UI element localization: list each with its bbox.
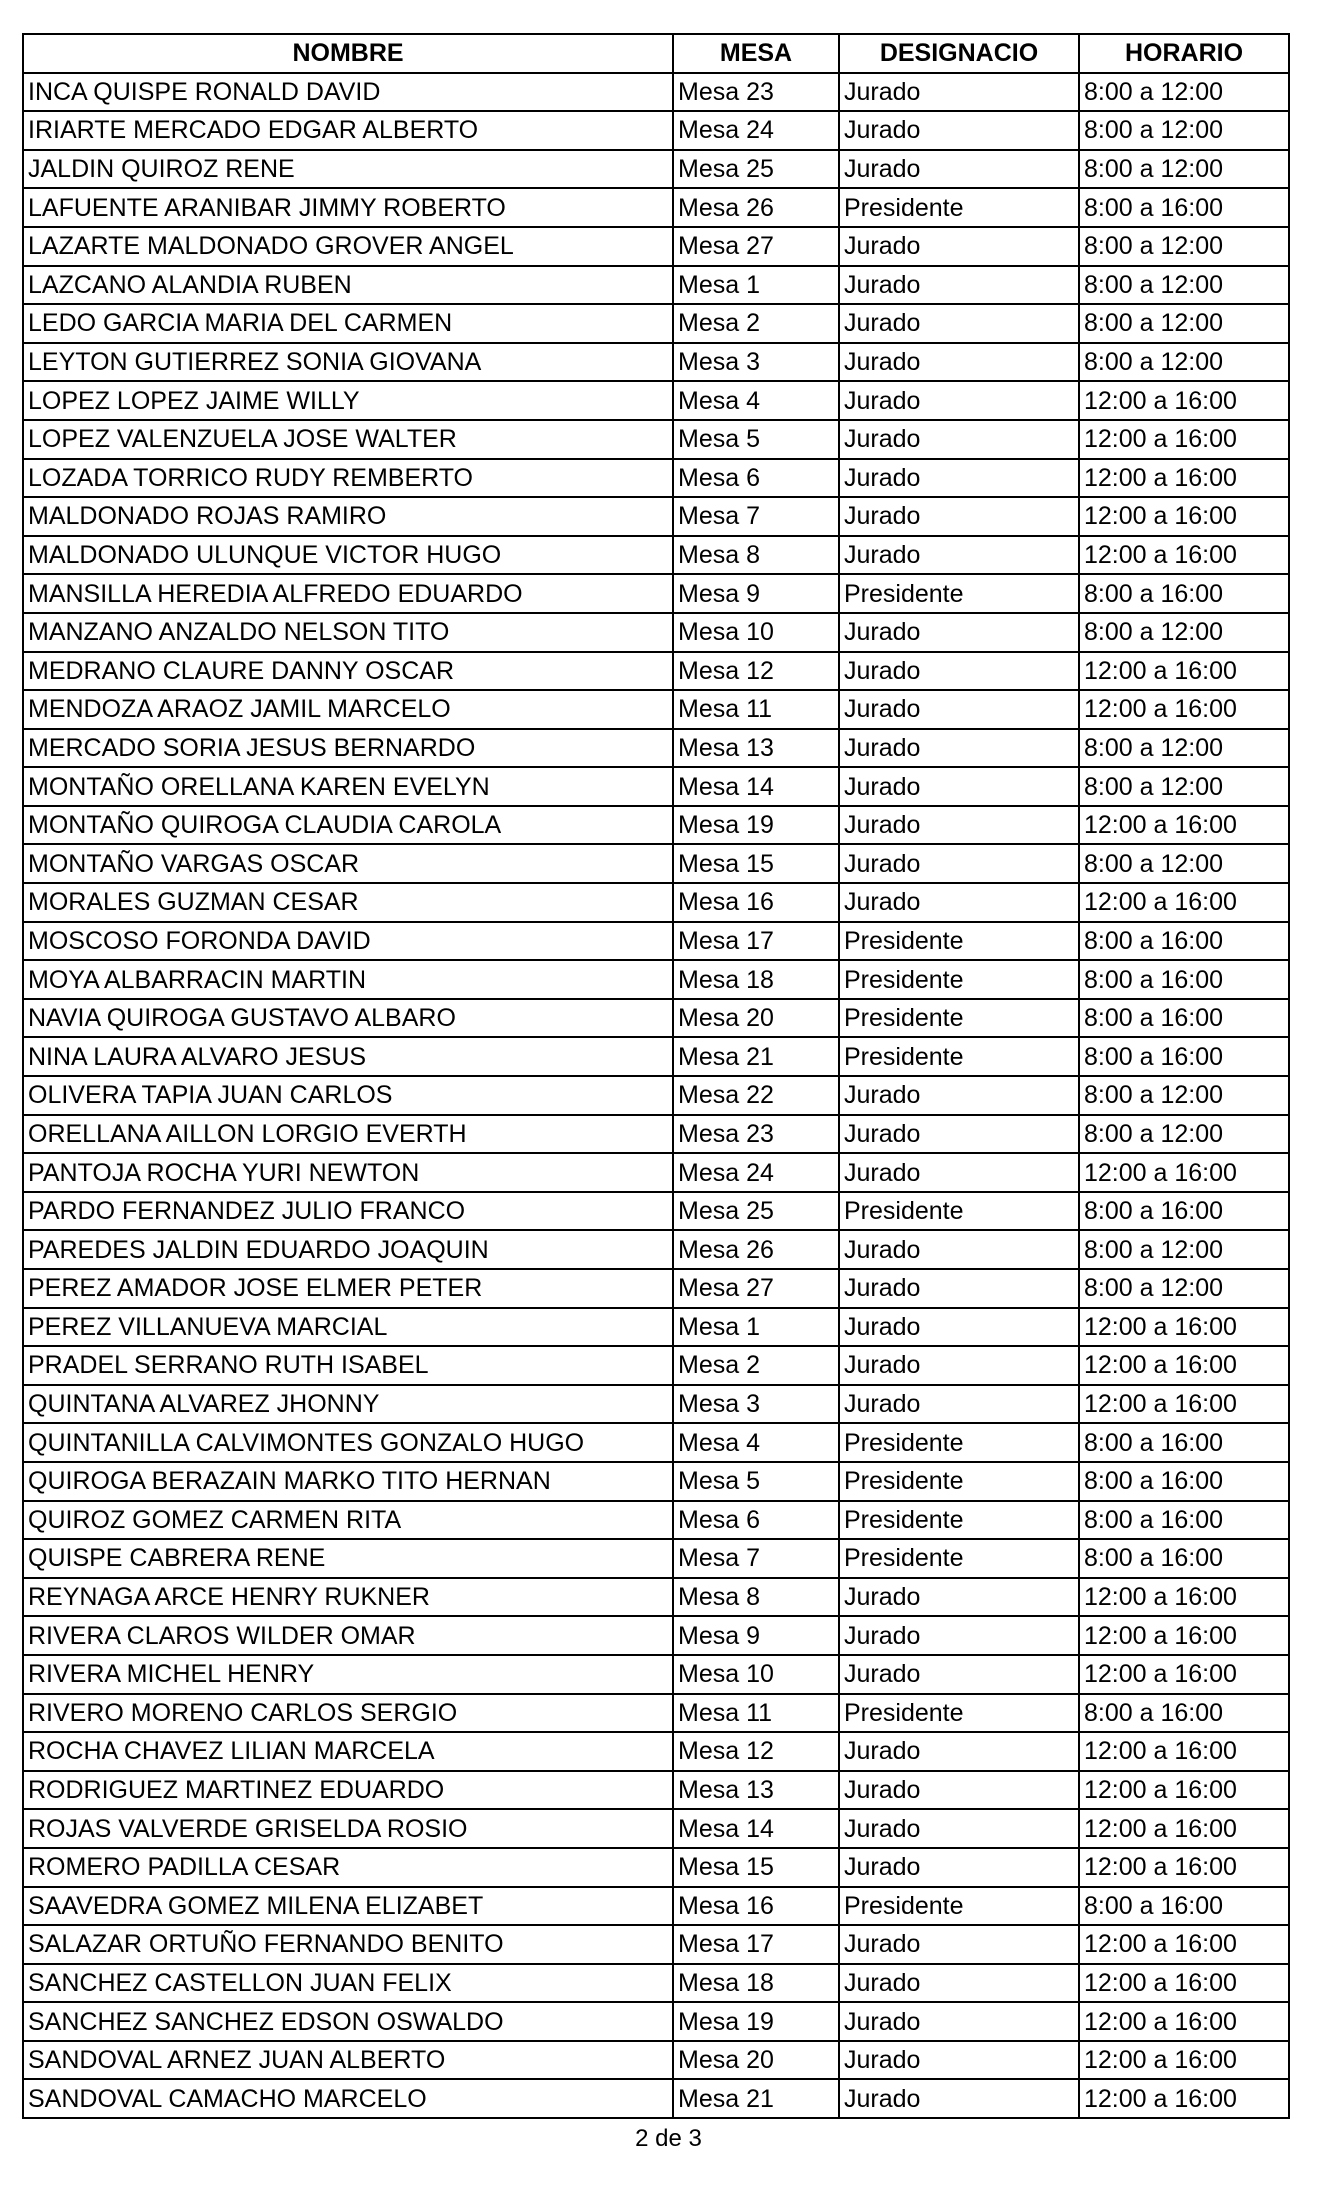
table-row	[23, 1616, 1289, 1655]
cell-mesa: Mesa 19	[673, 806, 839, 845]
cell-designacion: Presidente	[839, 1887, 1079, 1926]
cell-mesa: Mesa 18	[673, 1964, 839, 2003]
table-row	[23, 1115, 1289, 1154]
cell-mesa: Mesa 2	[673, 1346, 839, 1385]
cell-mesa: Mesa 13	[673, 729, 839, 768]
cell-mesa: Mesa 24	[673, 111, 839, 150]
cell-horario: 8:00 a 12:00	[1079, 1076, 1289, 1115]
cell-nombre: MALDONADO ULUNQUE VICTOR HUGO	[23, 536, 673, 575]
table-row	[23, 536, 1289, 575]
cell-nombre: RIVERA MICHEL HENRY	[23, 1655, 673, 1694]
cell-nombre: LAFUENTE ARANIBAR JIMMY ROBERTO	[23, 188, 673, 227]
cell-designacion: Presidente	[839, 1192, 1079, 1231]
cell-mesa: Mesa 5	[673, 420, 839, 459]
cell-designacion: Jurado	[839, 459, 1079, 498]
cell-designacion: Jurado	[839, 767, 1079, 806]
cell-nombre: MALDONADO ROJAS RAMIRO	[23, 497, 673, 536]
cell-nombre: SANDOVAL CAMACHO MARCELO	[23, 2079, 673, 2118]
cell-nombre: SANDOVAL ARNEZ JUAN ALBERTO	[23, 2041, 673, 2080]
table-row	[23, 1308, 1289, 1347]
cell-nombre: LEDO GARCIA MARIA DEL CARMEN	[23, 304, 673, 343]
cell-designacion: Jurado	[839, 227, 1079, 266]
cell-designacion: Jurado	[839, 150, 1079, 189]
table-row	[23, 1501, 1289, 1540]
cell-mesa: Mesa 20	[673, 2041, 839, 2080]
roster-table	[22, 33, 1290, 2119]
table-row	[23, 2079, 1289, 2118]
table-row	[23, 844, 1289, 883]
cell-mesa: Mesa 15	[673, 844, 839, 883]
cell-horario: 8:00 a 12:00	[1079, 1115, 1289, 1154]
cell-mesa: Mesa 16	[673, 883, 839, 922]
cell-horario: 8:00 a 16:00	[1079, 1887, 1289, 1926]
cell-designacion: Jurado	[839, 381, 1079, 420]
cell-horario: 8:00 a 16:00	[1079, 1037, 1289, 1076]
cell-designacion: Jurado	[839, 2002, 1079, 2041]
cell-designacion: Presidente	[839, 999, 1079, 1038]
table-row	[23, 922, 1289, 961]
header-nombre: NOMBRE	[23, 34, 673, 73]
cell-nombre: LOPEZ LOPEZ JAIME WILLY	[23, 381, 673, 420]
cell-designacion: Jurado	[839, 1578, 1079, 1617]
cell-mesa: Mesa 3	[673, 343, 839, 382]
table-row	[23, 999, 1289, 1038]
cell-mesa: Mesa 10	[673, 1655, 839, 1694]
header-row	[23, 34, 1289, 73]
cell-horario: 8:00 a 12:00	[1079, 304, 1289, 343]
cell-mesa: Mesa 12	[673, 652, 839, 691]
cell-nombre: MONTAÑO ORELLANA KAREN EVELYN	[23, 767, 673, 806]
table-row	[23, 690, 1289, 729]
table-row	[23, 1925, 1289, 1964]
cell-horario: 12:00 a 16:00	[1079, 420, 1289, 459]
cell-mesa: Mesa 8	[673, 536, 839, 575]
cell-mesa: Mesa 17	[673, 1925, 839, 1964]
cell-designacion: Jurado	[839, 1346, 1079, 1385]
cell-mesa: Mesa 14	[673, 767, 839, 806]
table-row	[23, 1423, 1289, 1462]
table-row	[23, 304, 1289, 343]
cell-nombre: INCA QUISPE RONALD DAVID	[23, 73, 673, 112]
cell-designacion: Presidente	[839, 574, 1079, 613]
cell-nombre: ROJAS VALVERDE GRISELDA ROSIO	[23, 1809, 673, 1848]
cell-nombre: RIVERA CLAROS WILDER OMAR	[23, 1616, 673, 1655]
cell-designacion: Jurado	[839, 2079, 1079, 2118]
cell-mesa: Mesa 11	[673, 690, 839, 729]
cell-mesa: Mesa 10	[673, 613, 839, 652]
cell-mesa: Mesa 9	[673, 1616, 839, 1655]
cell-nombre: LEYTON GUTIERREZ SONIA GIOVANA	[23, 343, 673, 382]
cell-mesa: Mesa 26	[673, 188, 839, 227]
cell-nombre: MONTAÑO QUIROGA CLAUDIA CAROLA	[23, 806, 673, 845]
cell-horario: 12:00 a 16:00	[1079, 1732, 1289, 1771]
table-row	[23, 111, 1289, 150]
cell-horario: 8:00 a 12:00	[1079, 266, 1289, 305]
cell-mesa: Mesa 4	[673, 1423, 839, 1462]
cell-designacion: Jurado	[839, 1809, 1079, 1848]
cell-horario: 12:00 a 16:00	[1079, 1346, 1289, 1385]
table-row	[23, 1385, 1289, 1424]
table-row	[23, 2002, 1289, 2041]
cell-nombre: JALDIN QUIROZ RENE	[23, 150, 673, 189]
table-row	[23, 1964, 1289, 2003]
cell-nombre: MONTAÑO VARGAS OSCAR	[23, 844, 673, 883]
cell-horario: 8:00 a 16:00	[1079, 960, 1289, 999]
cell-designacion: Jurado	[839, 729, 1079, 768]
cell-horario: 8:00 a 12:00	[1079, 343, 1289, 382]
cell-designacion: Jurado	[839, 1230, 1079, 1269]
cell-horario: 8:00 a 16:00	[1079, 574, 1289, 613]
table-row	[23, 613, 1289, 652]
cell-designacion: Jurado	[839, 1655, 1079, 1694]
cell-nombre: MENDOZA ARAOZ JAMIL MARCELO	[23, 690, 673, 729]
page-number: 2 de 3	[635, 2125, 702, 2152]
table-row	[23, 883, 1289, 922]
header-mesa: MESA	[673, 34, 839, 73]
table-row	[23, 1887, 1289, 1926]
cell-horario: 12:00 a 16:00	[1079, 2079, 1289, 2118]
cell-nombre: QUIROZ GOMEZ CARMEN RITA	[23, 1501, 673, 1540]
table-row	[23, 1192, 1289, 1231]
cell-mesa: Mesa 12	[673, 1732, 839, 1771]
table-row	[23, 1848, 1289, 1887]
cell-horario: 12:00 a 16:00	[1079, 1385, 1289, 1424]
cell-horario: 12:00 a 16:00	[1079, 1578, 1289, 1617]
table-row	[23, 1076, 1289, 1115]
cell-nombre: REYNAGA ARCE HENRY RUKNER	[23, 1578, 673, 1617]
cell-horario: 12:00 a 16:00	[1079, 1616, 1289, 1655]
cell-designacion: Jurado	[839, 2041, 1079, 2080]
cell-nombre: IRIARTE MERCADO EDGAR ALBERTO	[23, 111, 673, 150]
cell-horario: 8:00 a 12:00	[1079, 729, 1289, 768]
cell-designacion: Presidente	[839, 1423, 1079, 1462]
cell-designacion: Jurado	[839, 1076, 1079, 1115]
cell-horario: 12:00 a 16:00	[1079, 1308, 1289, 1347]
table-row	[23, 1694, 1289, 1733]
cell-designacion: Jurado	[839, 343, 1079, 382]
cell-horario: 12:00 a 16:00	[1079, 883, 1289, 922]
cell-mesa: Mesa 26	[673, 1230, 839, 1269]
cell-designacion: Jurado	[839, 497, 1079, 536]
cell-designacion: Jurado	[839, 73, 1079, 112]
cell-mesa: Mesa 17	[673, 922, 839, 961]
cell-designacion: Presidente	[839, 188, 1079, 227]
cell-nombre: OLIVERA TAPIA JUAN CARLOS	[23, 1076, 673, 1115]
cell-horario: 8:00 a 16:00	[1079, 1462, 1289, 1501]
cell-designacion: Jurado	[839, 1771, 1079, 1810]
cell-designacion: Jurado	[839, 1269, 1079, 1308]
cell-designacion: Jurado	[839, 1153, 1079, 1192]
table-row	[23, 1578, 1289, 1617]
table-row	[23, 1153, 1289, 1192]
cell-designacion: Presidente	[839, 1694, 1079, 1733]
table-row	[23, 497, 1289, 536]
cell-horario: 12:00 a 16:00	[1079, 1964, 1289, 2003]
cell-nombre: RIVERO MORENO CARLOS SERGIO	[23, 1694, 673, 1733]
table-row	[23, 806, 1289, 845]
cell-nombre: MERCADO SORIA JESUS BERNARDO	[23, 729, 673, 768]
table-row	[23, 1037, 1289, 1076]
cell-nombre: QUINTANA ALVAREZ JHONNY	[23, 1385, 673, 1424]
table-row	[23, 1771, 1289, 1810]
cell-nombre: QUINTANILLA CALVIMONTES GONZALO HUGO	[23, 1423, 673, 1462]
cell-horario: 8:00 a 16:00	[1079, 999, 1289, 1038]
cell-horario: 12:00 a 16:00	[1079, 1809, 1289, 1848]
cell-nombre: SAAVEDRA GOMEZ MILENA ELIZABET	[23, 1887, 673, 1926]
cell-nombre: PARDO FERNANDEZ JULIO FRANCO	[23, 1192, 673, 1231]
cell-mesa: Mesa 25	[673, 150, 839, 189]
table-row	[23, 420, 1289, 459]
cell-mesa: Mesa 1	[673, 1308, 839, 1347]
cell-mesa: Mesa 21	[673, 1037, 839, 1076]
table-row	[23, 1230, 1289, 1269]
table-body	[23, 73, 1289, 2118]
cell-designacion: Jurado	[839, 1964, 1079, 2003]
cell-mesa: Mesa 25	[673, 1192, 839, 1231]
table-row	[23, 266, 1289, 305]
header-horario: HORARIO	[1079, 34, 1289, 73]
cell-designacion: Jurado	[839, 111, 1079, 150]
cell-horario: 8:00 a 12:00	[1079, 227, 1289, 266]
cell-horario: 12:00 a 16:00	[1079, 536, 1289, 575]
cell-designacion: Jurado	[839, 613, 1079, 652]
cell-horario: 8:00 a 16:00	[1079, 1192, 1289, 1231]
cell-mesa: Mesa 27	[673, 1269, 839, 1308]
cell-mesa: Mesa 18	[673, 960, 839, 999]
cell-designacion: Jurado	[839, 844, 1079, 883]
cell-mesa: Mesa 7	[673, 1539, 839, 1578]
cell-horario: 8:00 a 12:00	[1079, 767, 1289, 806]
cell-horario: 12:00 a 16:00	[1079, 806, 1289, 845]
table-row	[23, 150, 1289, 189]
cell-mesa: Mesa 5	[673, 1462, 839, 1501]
table-row	[23, 1732, 1289, 1771]
cell-mesa: Mesa 24	[673, 1153, 839, 1192]
table-row	[23, 1462, 1289, 1501]
table-row	[23, 1346, 1289, 1385]
cell-mesa: Mesa 15	[673, 1848, 839, 1887]
cell-nombre: LOZADA TORRICO RUDY REMBERTO	[23, 459, 673, 498]
table-row	[23, 227, 1289, 266]
cell-horario: 12:00 a 16:00	[1079, 1655, 1289, 1694]
cell-horario: 8:00 a 16:00	[1079, 188, 1289, 227]
cell-nombre: MOYA ALBARRACIN MARTIN	[23, 960, 673, 999]
table-row	[23, 73, 1289, 112]
cell-mesa: Mesa 23	[673, 1115, 839, 1154]
table-row	[23, 1809, 1289, 1848]
cell-mesa: Mesa 23	[673, 73, 839, 112]
cell-designacion: Jurado	[839, 1848, 1079, 1887]
cell-mesa: Mesa 8	[673, 1578, 839, 1617]
table-row	[23, 729, 1289, 768]
table-row	[23, 343, 1289, 382]
cell-nombre: LOPEZ VALENZUELA JOSE WALTER	[23, 420, 673, 459]
cell-horario: 12:00 a 16:00	[1079, 690, 1289, 729]
cell-mesa: Mesa 4	[673, 381, 839, 420]
table-row	[23, 652, 1289, 691]
cell-nombre: QUISPE CABRERA RENE	[23, 1539, 673, 1578]
cell-nombre: RODRIGUEZ MARTINEZ EDUARDO	[23, 1771, 673, 1810]
cell-horario: 8:00 a 12:00	[1079, 73, 1289, 112]
cell-designacion: Jurado	[839, 420, 1079, 459]
cell-nombre: MEDRANO CLAURE DANNY OSCAR	[23, 652, 673, 691]
cell-horario: 8:00 a 16:00	[1079, 1423, 1289, 1462]
cell-mesa: Mesa 1	[673, 266, 839, 305]
cell-mesa: Mesa 9	[673, 574, 839, 613]
cell-horario: 8:00 a 16:00	[1079, 922, 1289, 961]
table-row	[23, 574, 1289, 613]
cell-mesa: Mesa 6	[673, 459, 839, 498]
cell-nombre: PRADEL SERRANO RUTH ISABEL	[23, 1346, 673, 1385]
cell-horario: 8:00 a 16:00	[1079, 1501, 1289, 1540]
table-row	[23, 459, 1289, 498]
cell-designacion: Jurado	[839, 266, 1079, 305]
cell-nombre: ROCHA CHAVEZ LILIAN MARCELA	[23, 1732, 673, 1771]
cell-mesa: Mesa 6	[673, 1501, 839, 1540]
cell-mesa: Mesa 22	[673, 1076, 839, 1115]
cell-nombre: LAZARTE MALDONADO GROVER ANGEL	[23, 227, 673, 266]
table-row	[23, 767, 1289, 806]
cell-horario: 12:00 a 16:00	[1079, 652, 1289, 691]
cell-horario: 12:00 a 16:00	[1079, 497, 1289, 536]
cell-nombre: QUIROGA BERAZAIN MARKO TITO HERNAN	[23, 1462, 673, 1501]
cell-nombre: MORALES GUZMAN CESAR	[23, 883, 673, 922]
cell-nombre: NINA LAURA ALVARO JESUS	[23, 1037, 673, 1076]
cell-nombre: NAVIA QUIROGA GUSTAVO ALBARO	[23, 999, 673, 1038]
cell-horario: 12:00 a 16:00	[1079, 1848, 1289, 1887]
table-row	[23, 1269, 1289, 1308]
cell-horario: 8:00 a 12:00	[1079, 844, 1289, 883]
cell-nombre: SALAZAR ORTUÑO FERNANDO BENITO	[23, 1925, 673, 1964]
cell-mesa: Mesa 7	[673, 497, 839, 536]
table-row	[23, 1655, 1289, 1694]
cell-horario: 12:00 a 16:00	[1079, 1925, 1289, 1964]
cell-designacion: Jurado	[839, 806, 1079, 845]
cell-designacion: Jurado	[839, 652, 1079, 691]
table-row	[23, 188, 1289, 227]
cell-mesa: Mesa 13	[673, 1771, 839, 1810]
header-designacion: DESIGNACIO	[839, 34, 1079, 73]
cell-horario: 12:00 a 16:00	[1079, 459, 1289, 498]
cell-designacion: Jurado	[839, 1115, 1079, 1154]
roster-sheet	[22, 33, 1288, 2119]
cell-designacion: Presidente	[839, 960, 1079, 999]
cell-mesa: Mesa 27	[673, 227, 839, 266]
cell-designacion: Presidente	[839, 1501, 1079, 1540]
cell-designacion: Presidente	[839, 1462, 1079, 1501]
cell-mesa: Mesa 14	[673, 1809, 839, 1848]
cell-designacion: Jurado	[839, 690, 1079, 729]
cell-mesa: Mesa 16	[673, 1887, 839, 1926]
cell-designacion: Jurado	[839, 1616, 1079, 1655]
cell-horario: 12:00 a 16:00	[1079, 1153, 1289, 1192]
cell-nombre: LAZCANO ALANDIA RUBEN	[23, 266, 673, 305]
cell-nombre: SANCHEZ CASTELLON JUAN FELIX	[23, 1964, 673, 2003]
cell-designacion: Presidente	[839, 922, 1079, 961]
cell-horario: 8:00 a 16:00	[1079, 1539, 1289, 1578]
cell-mesa: Mesa 19	[673, 2002, 839, 2041]
cell-horario: 8:00 a 12:00	[1079, 150, 1289, 189]
cell-nombre: PEREZ AMADOR JOSE ELMER PETER	[23, 1269, 673, 1308]
table-row	[23, 1539, 1289, 1578]
cell-horario: 8:00 a 12:00	[1079, 111, 1289, 150]
cell-designacion: Jurado	[839, 1308, 1079, 1347]
cell-horario: 12:00 a 16:00	[1079, 1771, 1289, 1810]
cell-horario: 8:00 a 12:00	[1079, 1269, 1289, 1308]
cell-nombre: MANSILLA HEREDIA ALFREDO EDUARDO	[23, 574, 673, 613]
cell-horario: 8:00 a 16:00	[1079, 1694, 1289, 1733]
table-row	[23, 2041, 1289, 2080]
cell-mesa: Mesa 11	[673, 1694, 839, 1733]
cell-mesa: Mesa 21	[673, 2079, 839, 2118]
cell-mesa: Mesa 2	[673, 304, 839, 343]
cell-nombre: PAREDES JALDIN EDUARDO JOAQUIN	[23, 1230, 673, 1269]
table-row	[23, 960, 1289, 999]
cell-designacion: Jurado	[839, 1385, 1079, 1424]
cell-horario: 12:00 a 16:00	[1079, 2041, 1289, 2080]
cell-designacion: Jurado	[839, 1732, 1079, 1771]
cell-designacion: Presidente	[839, 1539, 1079, 1578]
cell-nombre: ROMERO PADILLA CESAR	[23, 1848, 673, 1887]
table-row	[23, 381, 1289, 420]
cell-nombre: MANZANO ANZALDO NELSON TITO	[23, 613, 673, 652]
cell-horario: 12:00 a 16:00	[1079, 2002, 1289, 2041]
cell-mesa: Mesa 3	[673, 1385, 839, 1424]
cell-nombre: SANCHEZ SANCHEZ EDSON OSWALDO	[23, 2002, 673, 2041]
cell-horario: 12:00 a 16:00	[1079, 381, 1289, 420]
cell-designacion: Jurado	[839, 304, 1079, 343]
cell-designacion: Jurado	[839, 1925, 1079, 1964]
cell-nombre: MOSCOSO FORONDA DAVID	[23, 922, 673, 961]
cell-designacion: Jurado	[839, 536, 1079, 575]
cell-nombre: PANTOJA ROCHA YURI NEWTON	[23, 1153, 673, 1192]
cell-nombre: ORELLANA AILLON LORGIO EVERTH	[23, 1115, 673, 1154]
cell-horario: 8:00 a 12:00	[1079, 1230, 1289, 1269]
cell-horario: 8:00 a 12:00	[1079, 613, 1289, 652]
cell-mesa: Mesa 20	[673, 999, 839, 1038]
cell-designacion: Presidente	[839, 1037, 1079, 1076]
cell-nombre: PEREZ VILLANUEVA MARCIAL	[23, 1308, 673, 1347]
table-header	[23, 34, 1289, 73]
cell-designacion: Jurado	[839, 883, 1079, 922]
